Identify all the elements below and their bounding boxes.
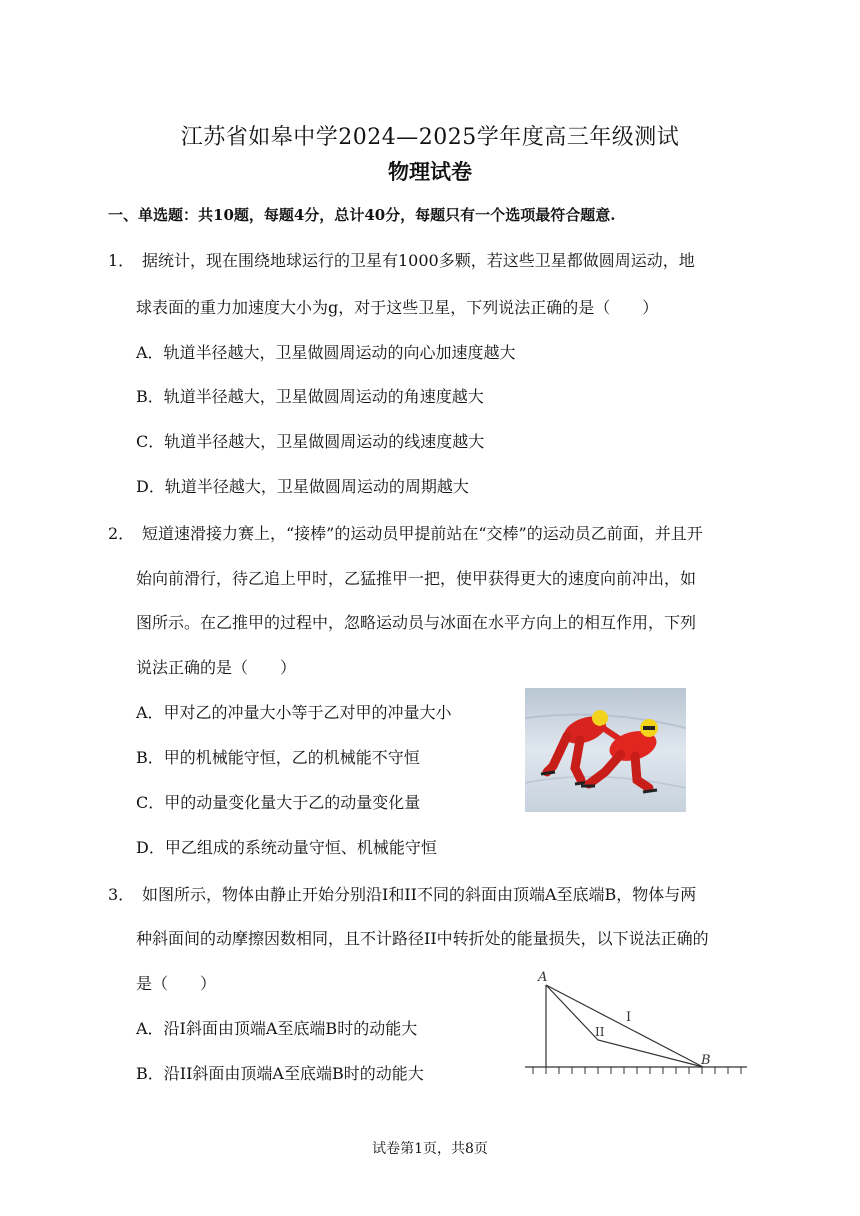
option-b: B．甲的机械能守恒，乙的机械能不守恒 [136, 748, 420, 767]
question-number: 3． [108, 885, 135, 904]
path-2-label: II [595, 1025, 605, 1039]
question-text-line: 说法正确的是（ ） [136, 658, 297, 677]
question-text-line: 是（ ） [136, 974, 217, 993]
option-c: C．甲的动量变化量大于乙的动量变化量 [136, 793, 421, 812]
page-title: 江苏省如皋中学2024—2025学年度高三年级测试 [180, 125, 680, 150]
option-b: B．沿II斜面由顶端A至底端B时的动能大 [136, 1064, 424, 1083]
question-text-line: 种斜面间的动摩擦因数相同，且不计路径II中转折处的能量损失，以下说法正确的 [136, 929, 709, 948]
option-d: D．轨道半径越大，卫星做圆周运动的周期越大 [136, 477, 469, 496]
page-footer: 试卷第1页，共8页 [372, 1141, 488, 1157]
incline-diagram [525, 965, 747, 1081]
speed-skating-photo [525, 688, 686, 812]
option-d: D．甲乙组成的系统动量守恒、机械能守恒 [136, 838, 437, 857]
point-b-label: B [701, 1053, 711, 1068]
point-a-label: A [538, 970, 548, 985]
section-heading: 一、单选题：共10题，每题4分，总计40分，每题只有一个选项最符合题意. [108, 206, 616, 224]
question-text-line: 球表面的重力加速度大小为g，对于这些卫星，下列说法正确的是（ ） [136, 298, 659, 317]
question-text-line: 如图所示，物体由静止开始分别沿I和II不同的斜面由顶端A至底端B，物体与两 [142, 885, 697, 904]
question-text-line: 始向前滑行，待乙追上甲时，乙猛推甲一把，使甲获得更大的速度向前冲出，如 [136, 569, 697, 588]
option-a: A．甲对乙的冲量大小等于乙对甲的冲量大小 [136, 703, 452, 722]
option-a: A．沿I斜面由顶端A至底端B时的动能大 [136, 1019, 418, 1038]
question-text-line: 据统计，现在围绕地球运行的卫星有1000多颗，若这些卫星都做圆周运动，地 [142, 251, 695, 270]
question-number: 2． [108, 524, 135, 543]
option-a: A．轨道半径越大，卫星做圆周运动的向心加速度越大 [136, 343, 516, 362]
path-1-label: I [626, 1010, 632, 1025]
question-number: 1． [108, 251, 135, 270]
page-subtitle: 物理试卷 [388, 159, 472, 184]
question-text-line: 短道速滑接力赛上，“接棒”的运动员甲提前站在“交棒”的运动员乙前面，并且开 [142, 524, 703, 543]
question-text-line: 图所示。在乙推甲的过程中，忽略运动员与冰面在水平方向上的相互作用，下列 [136, 613, 697, 632]
option-c: C．轨道半径越大，卫星做圆周运动的线速度越大 [136, 432, 485, 451]
option-b: B．轨道半径越大，卫星做圆周运动的角速度越大 [136, 387, 484, 406]
